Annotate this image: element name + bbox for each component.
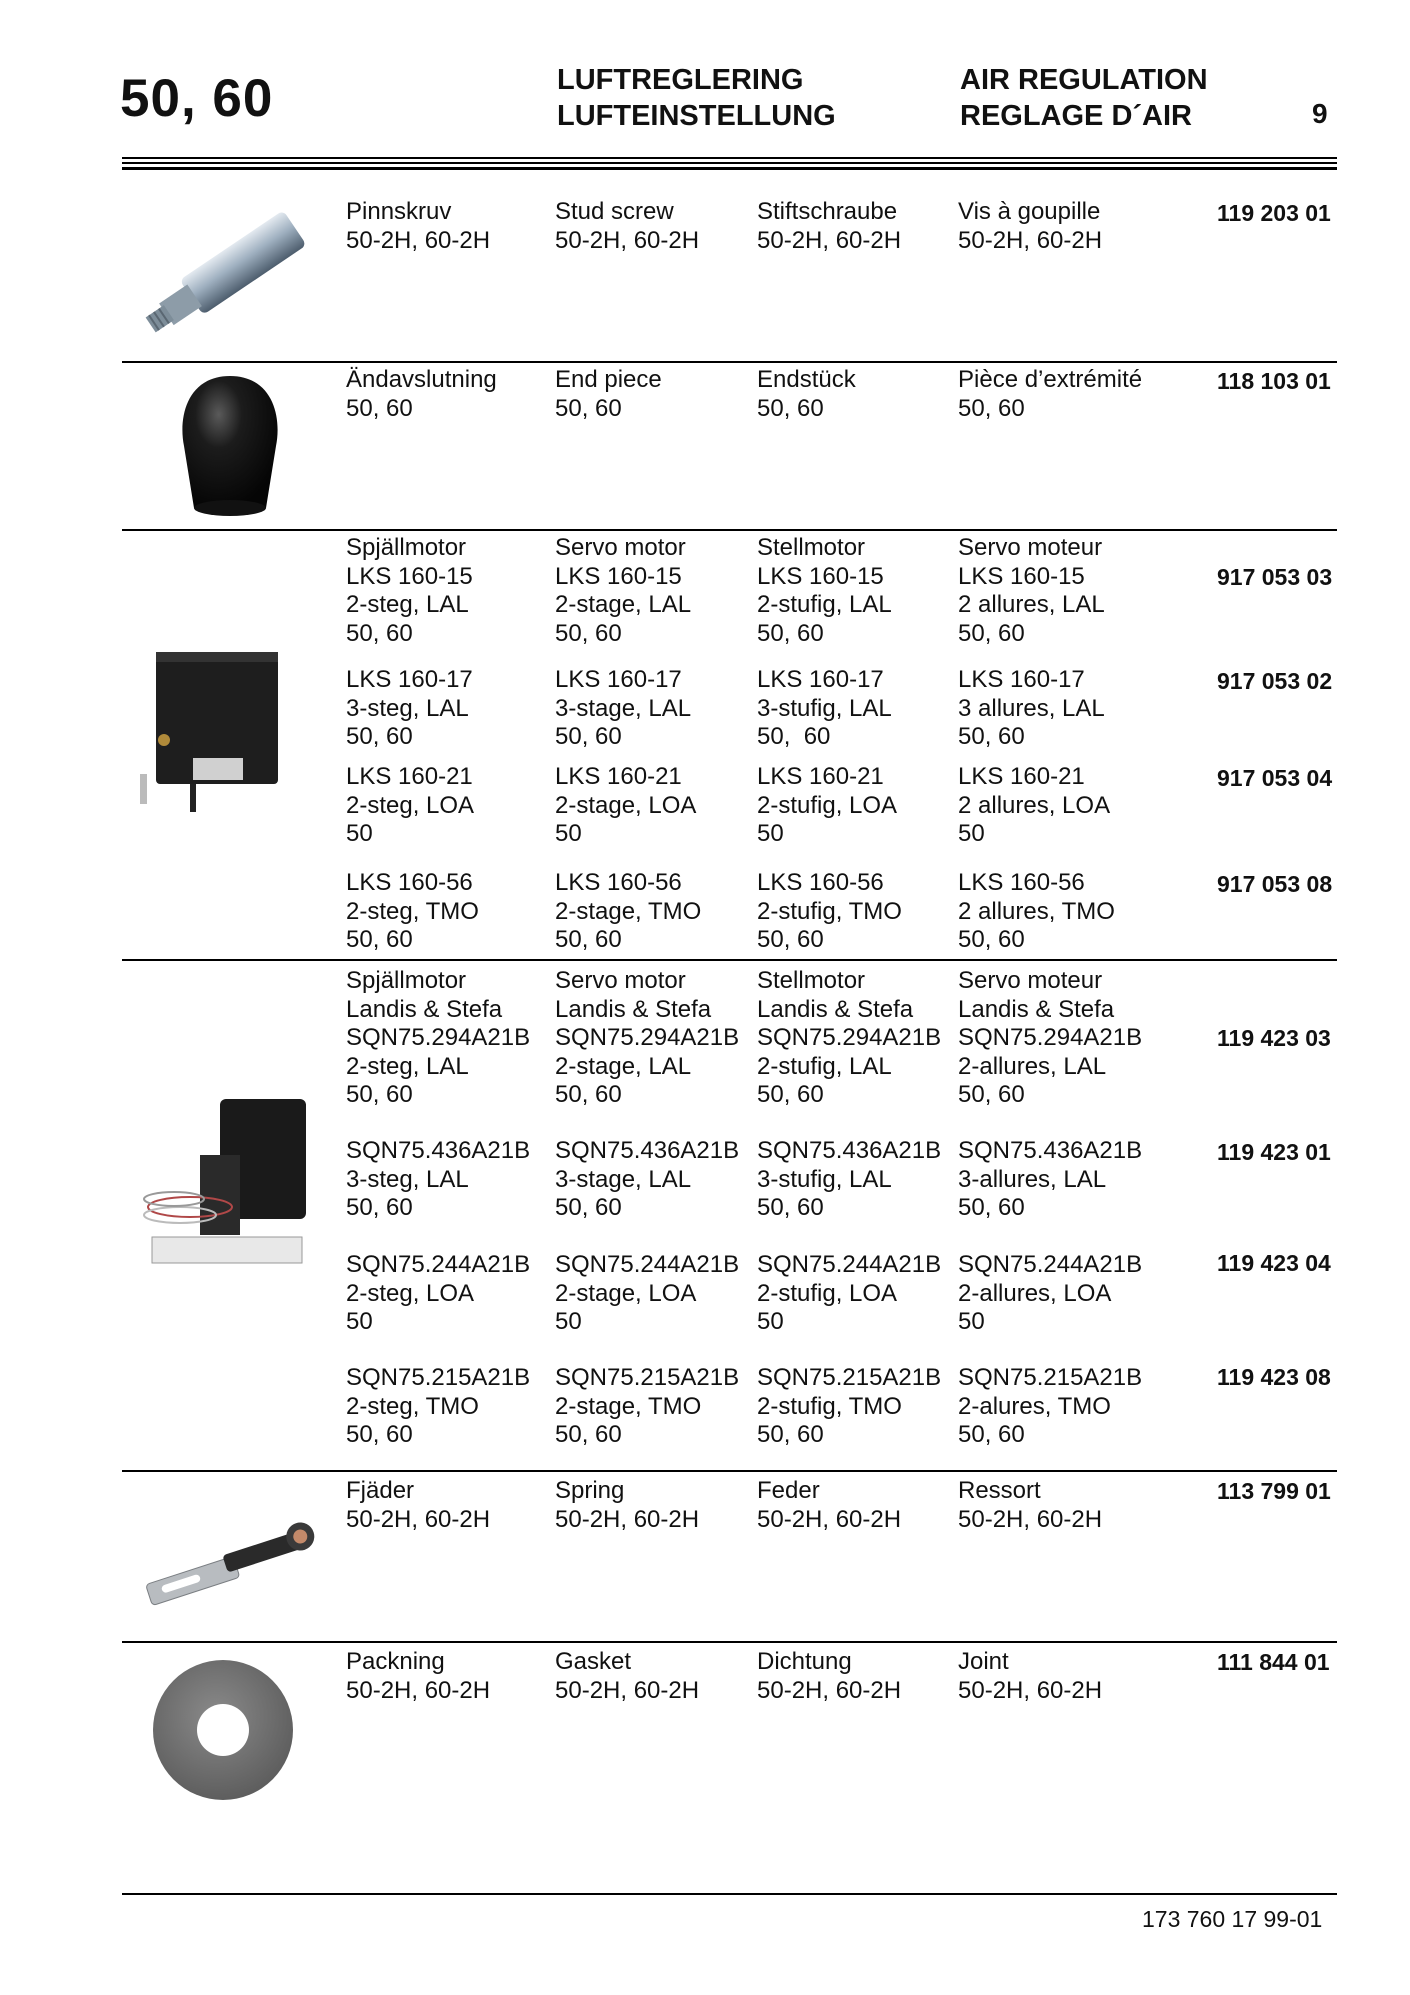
servo-lks-3-de: LKS 160-21 2-stufig, LOA 50 — [757, 763, 898, 847]
spring-en: Spring 50-2H, 60-2H — [555, 1477, 700, 1533]
stud-screw-sv: Pinnskruv 50-2H, 60-2H — [346, 198, 491, 254]
servo-sqn-1-de: Stellmotor Landis & Stefa SQN75.294A21B 2-stufig, LAL 50, 60 — [757, 967, 942, 1108]
title-french: REGLAGE D´AIR — [960, 100, 1192, 132]
servo-lks-4-de: LKS 160-56 2-stufig, TMO 50, 60 — [757, 869, 902, 953]
end-piece-sv: Ändavslutning 50, 60 — [346, 366, 497, 422]
row-divider — [122, 529, 1337, 531]
gasket-en: Gasket 50-2H, 60-2H — [555, 1648, 700, 1704]
row-divider — [122, 1470, 1337, 1472]
servo-sqn-1-part-number: 119 423 03 — [1217, 1025, 1331, 1051]
header-rule — [122, 157, 1337, 159]
document-number: 173 760 17 99-01 — [1142, 1906, 1323, 1932]
title-swedish: LUFTREGLERING — [557, 64, 804, 96]
servo-lks-3-part-number: 917 053 04 — [1217, 765, 1333, 791]
page-number: 9 — [1312, 98, 1328, 129]
servo-sqn-2-de: SQN75.436A21B 3-stufig, LAL 50, 60 — [757, 1137, 942, 1221]
servo-sqn-3-part-number: 119 423 04 — [1217, 1250, 1331, 1276]
stud-screw-en: Stud screw 50-2H, 60-2H — [555, 198, 700, 254]
servo-sqn-1-sv: Spjällmotor Landis & Stefa SQN75.294A21B 2-steg, LAL 50, 60 — [346, 967, 531, 1108]
servo-sqn-4-fr: SQN75.215A21B 2-alures, TMO 50, 60 — [958, 1364, 1143, 1448]
servo-lks-4-part-number: 917 053 08 — [1217, 871, 1333, 897]
title-english: AIR REGULATION — [960, 64, 1208, 96]
stud-screw-fr: Vis à goupille 50-2H, 60-2H — [958, 198, 1103, 254]
model-number: 50, 60 — [120, 69, 274, 128]
servo-sqn-4-sv: SQN75.215A21B 2-steg, TMO 50, 60 — [346, 1364, 531, 1448]
servo-sqn-2-part-number: 119 423 01 — [1217, 1139, 1331, 1165]
servo-lks-2-sv: LKS 160-17 3-steg, LAL 50, 60 — [346, 666, 473, 750]
servo-sqn-3-sv: SQN75.244A21B 2-steg, LOA 50 — [346, 1251, 531, 1335]
spring-part-number: 113 799 01 — [1217, 1478, 1331, 1504]
servo-motor-lks-photo — [138, 648, 290, 816]
end-piece-de: Endstück 50, 60 — [757, 366, 856, 422]
row-divider — [122, 361, 1337, 363]
spring-fr: Ressort 50-2H, 60-2H — [958, 1477, 1103, 1533]
gasket-de: Dichtung 50-2H, 60-2H — [757, 1648, 902, 1704]
stud-screw-photo — [130, 196, 320, 356]
servo-lks-3-fr: LKS 160-21 2 allures, LOA 50 — [958, 763, 1111, 847]
servo-lks-1-en: Servo motor LKS 160-15 2-stage, LAL 50, 60 — [555, 534, 692, 647]
servo-sqn-2-fr: SQN75.436A21B 3-allures, LAL 50, 60 — [958, 1137, 1143, 1221]
servo-lks-4-fr: LKS 160-56 2 allures, TMO 50, 60 — [958, 869, 1115, 953]
servo-lks-3-en: LKS 160-21 2-stage, LOA 50 — [555, 763, 697, 847]
servo-lks-1-de: Stellmotor LKS 160-15 2-stufig, LAL 50, 60 — [757, 534, 892, 647]
end-piece-part-number: 118 103 01 — [1217, 368, 1331, 394]
servo-lks-4-sv: LKS 160-56 2-steg, TMO 50, 60 — [346, 869, 479, 953]
gasket-photo — [148, 1655, 298, 1805]
stud-screw-part-number: 119 203 01 — [1217, 200, 1331, 226]
end-piece-en: End piece 50, 60 — [555, 366, 662, 422]
gasket-part-number: 111 844 01 — [1217, 1649, 1330, 1675]
servo-sqn-1-fr: Servo moteur Landis & Stefa SQN75.294A21B 2-allures, LAL 50, 60 — [958, 967, 1143, 1108]
servo-lks-4-en: LKS 160-56 2-stage, TMO 50, 60 — [555, 869, 702, 953]
servo-sqn-4-en: SQN75.215A21B 2-stage, TMO 50, 60 — [555, 1364, 740, 1448]
servo-sqn-3-en: SQN75.244A21B 2-stage, LOA 50 — [555, 1251, 740, 1335]
footer-rule — [122, 1893, 1337, 1895]
servo-sqn-1-en: Servo motor Landis & Stefa SQN75.294A21B 2-stage, LAL 50, 60 — [555, 967, 740, 1108]
servo-lks-2-en: LKS 160-17 3-stage, LAL 50, 60 — [555, 666, 692, 750]
servo-lks-1-sv: Spjällmotor LKS 160-15 2-steg, LAL 50, 60 — [346, 534, 473, 647]
servo-lks-2-de: LKS 160-17 3-stufig, LAL 50, 60 — [757, 666, 892, 750]
spring-sv: Fjäder 50-2H, 60-2H — [346, 1477, 491, 1533]
stud-screw-de: Stiftschraube 50-2H, 60-2H — [757, 198, 902, 254]
servo-lks-1-part-number: 917 053 03 — [1217, 564, 1333, 590]
spring-de: Feder 50-2H, 60-2H — [757, 1477, 902, 1533]
end-piece-fr: Pièce d’extrémité 50, 60 — [958, 366, 1143, 422]
title-german: LUFTEINSTELLUNG — [557, 100, 836, 132]
row-divider — [122, 1641, 1337, 1643]
servo-lks-3-sv: LKS 160-21 2-steg, LOA 50 — [346, 763, 475, 847]
servo-sqn-4-part-number: 119 423 08 — [1217, 1364, 1331, 1390]
servo-sqn-3-fr: SQN75.244A21B 2-allures, LOA 50 — [958, 1251, 1143, 1335]
servo-sqn-4-de: SQN75.215A21B 2-stufig, TMO 50, 60 — [757, 1364, 942, 1448]
row-divider — [122, 959, 1337, 961]
servo-lks-1-fr: Servo moteur LKS 160-15 2 allures, LAL 50, 60 — [958, 534, 1105, 647]
servo-sqn-2-sv: SQN75.436A21B 3-steg, LAL 50, 60 — [346, 1137, 531, 1221]
servo-motor-sqn-photo — [130, 1095, 320, 1270]
header-rule — [122, 162, 1337, 164]
servo-lks-2-part-number: 917 053 02 — [1217, 668, 1333, 694]
gasket-fr: Joint 50-2H, 60-2H — [958, 1648, 1103, 1704]
end-piece-photo — [160, 368, 300, 523]
servo-lks-2-fr: LKS 160-17 3 allures, LAL 50, 60 — [958, 666, 1105, 750]
servo-sqn-3-de: SQN75.244A21B 2-stufig, LOA 50 — [757, 1251, 942, 1335]
servo-sqn-2-en: SQN75.436A21B 3-stage, LAL 50, 60 — [555, 1137, 740, 1221]
spring-photo — [128, 1500, 328, 1620]
header-rule — [122, 167, 1337, 170]
gasket-sv: Packning 50-2H, 60-2H — [346, 1648, 491, 1704]
